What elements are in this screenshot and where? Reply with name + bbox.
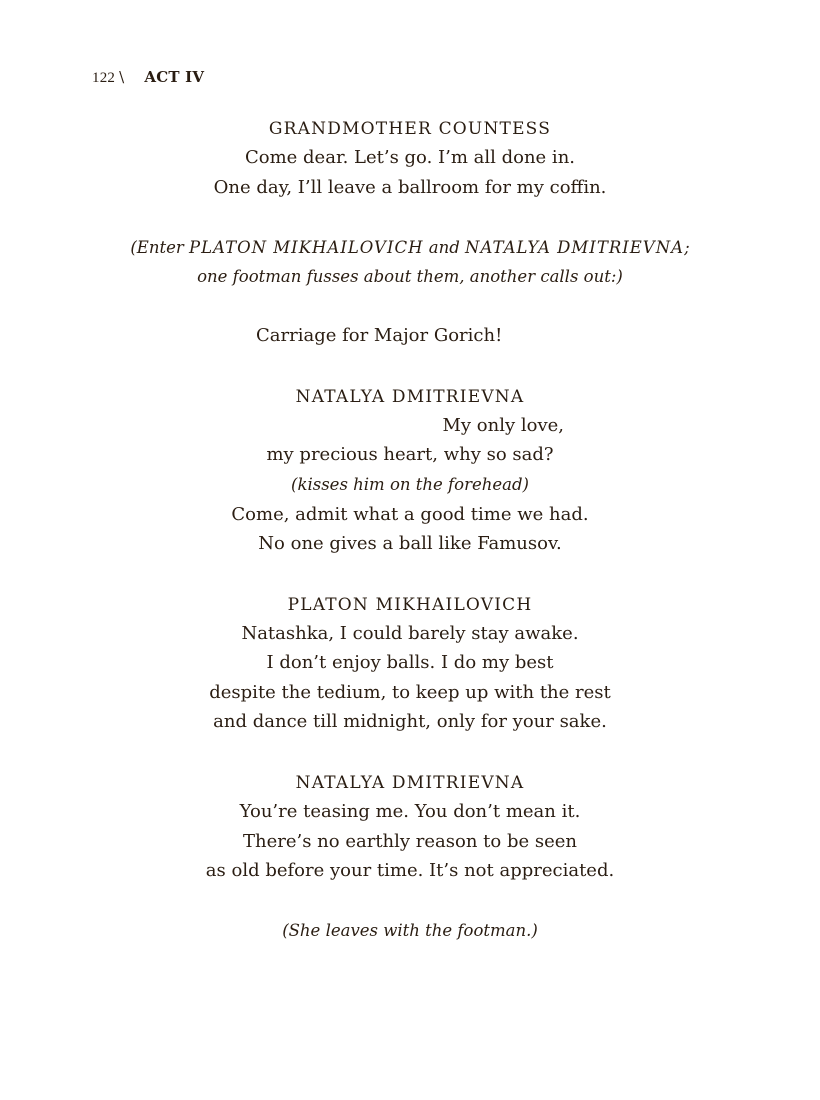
- character-name: NATALYA DMITRIEVNA: [465, 238, 685, 257]
- verse-line: as old before your time. It’s not appreciated.: [205, 860, 615, 881]
- verse-line: Come, admit what a good time we had.: [231, 504, 589, 525]
- verse-line: I don’t enjoy balls. I do my best: [266, 652, 554, 673]
- stage-direction-text: ;: [684, 238, 690, 257]
- stage-direction: (She leaves with the footman.): [282, 921, 538, 940]
- verse-line: and dance till midnight, only for your sake.: [213, 711, 607, 732]
- stage-direction-text: (Enter: [130, 238, 189, 257]
- speaker-name: NATALYA DMITRIEVNA: [295, 387, 525, 407]
- verse-line: Natashka, I could barely stay awake.: [241, 623, 579, 644]
- running-head: ACT IV: [144, 68, 205, 86]
- speaker-name: NATALYA DMITRIEVNA: [295, 773, 525, 793]
- header-separator: \: [119, 68, 125, 86]
- character-name: PLATON MIKHAILOVICH: [189, 238, 424, 257]
- stage-direction: (kisses him on the forehead): [291, 475, 529, 494]
- page-header: [92, 68, 204, 87]
- footman-line: Carriage for Major Gorich!: [256, 325, 503, 346]
- stage-direction-text: and: [423, 238, 466, 257]
- page-number: 122: [92, 70, 116, 86]
- verse-line: You’re teasing me. You don’t mean it.: [239, 801, 581, 822]
- speaker-name: GRANDMOTHER COUNTESS: [268, 119, 552, 139]
- verse-line: Come dear. Let’s go. I’m all done in.: [244, 147, 576, 168]
- verse-line: One day, I’ll leave a ballroom for my coffin.: [213, 177, 607, 198]
- stage-direction: one footman fusses about them, another calls out:): [197, 267, 623, 286]
- verse-line: despite the tedium, to keep up with the rest: [209, 682, 611, 703]
- verse-line: No one gives a ball like Famusov.: [258, 533, 562, 554]
- verse-line: my precious heart, why so sad?: [266, 444, 554, 465]
- verse-line: There’s no earthly reason to be seen: [242, 831, 577, 852]
- verse-line: My only love,: [442, 415, 564, 436]
- stage-direction: [0, 237, 820, 259]
- speaker-name: PLATON MIKHAILOVICH: [287, 595, 533, 615]
